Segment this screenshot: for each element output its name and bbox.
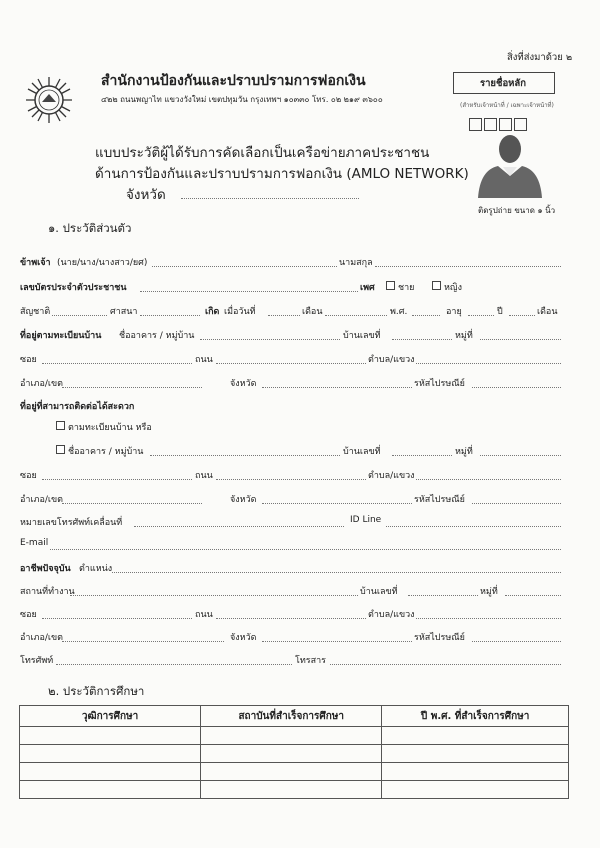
workplace-field[interactable] <box>70 595 358 596</box>
contact-house-no-field[interactable] <box>392 455 452 456</box>
contact-moo-field[interactable] <box>480 455 561 456</box>
table-row <box>20 745 569 763</box>
work-road-label: ถนน <box>195 610 213 620</box>
moo-label: หมู่ที่ <box>455 331 473 341</box>
female-checkbox[interactable] <box>432 281 441 290</box>
work-house-no-field[interactable] <box>408 595 478 596</box>
fax-label: โทรสาร <box>295 656 326 666</box>
postcode-field[interactable] <box>472 387 561 388</box>
degree-cell[interactable] <box>20 727 201 745</box>
year-cell[interactable] <box>382 727 569 745</box>
contact-changwat-label: จังหวัด <box>230 495 257 505</box>
religion-field[interactable] <box>140 315 200 316</box>
birth-month-field[interactable] <box>325 315 387 316</box>
institution-cell[interactable] <box>201 781 382 799</box>
table-header-row <box>20 706 569 727</box>
id-digit-box[interactable] <box>514 118 527 131</box>
degree-cell[interactable] <box>20 763 201 781</box>
name-label: ข้าพเจ้า <box>20 258 51 268</box>
org-name: สำนักงานป้องกันและปราบปรามการฟอกเงิน <box>101 73 366 89</box>
section2-heading: ๒. ประวัติการศึกษา <box>48 684 145 698</box>
nationality-label: สัญชาติ <box>20 307 51 317</box>
id-digit-box[interactable] <box>484 118 497 131</box>
work-soi-field[interactable] <box>42 618 192 619</box>
work-postcode-field[interactable] <box>472 641 561 642</box>
work-amphoe-field[interactable] <box>62 641 224 642</box>
institution-cell[interactable] <box>201 763 382 781</box>
tambon-field[interactable] <box>416 363 561 364</box>
email-field[interactable] <box>50 549 561 550</box>
building-label: ชื่ออาคาร / หมู่บ้าน <box>119 331 195 341</box>
id-digit-box[interactable] <box>499 118 512 131</box>
surname-label: นามสกุล <box>339 258 373 268</box>
registered-address-label: ที่อยู่ตามทะเบียนบ้าน <box>20 331 102 341</box>
amlo-logo <box>24 75 74 125</box>
birth-day-field[interactable] <box>268 315 300 316</box>
id-digit-box[interactable] <box>469 118 482 131</box>
form-title-line1: แบบประวัติผู้ได้รับการคัดเลือกเป็นเครือข่ายภาคประชาชน <box>95 145 430 161</box>
phone-label: โทรศัพท์ <box>20 656 54 666</box>
org-address: ๔๒๒ ถนนพญาไท แขวงวังใหม่ เขตปทุมวัน กรุงเทพฯ ๑๐๓๓๐ โทร. ๐๒ ๒๑๙ ๓๖๐๐ <box>101 95 383 104</box>
birth-year-field[interactable] <box>412 315 440 316</box>
birth-month-label: เดือน <box>302 307 323 317</box>
citizen-id-field[interactable] <box>140 291 358 292</box>
building-field[interactable] <box>200 339 340 340</box>
contact-tambon-label: ตำบล/แขวง <box>368 471 415 481</box>
line-id-field[interactable] <box>386 526 561 527</box>
photo-caption: ติดรูปถ่าย ขนาด ๑ นิ้ว <box>478 206 556 215</box>
degree-cell[interactable] <box>20 781 201 799</box>
age-years-field[interactable] <box>468 315 494 316</box>
house-no-field[interactable] <box>392 339 452 340</box>
name-prefix-label: (นาย/นาง/นางสาว/ยศ) <box>57 258 148 268</box>
contact-changwat-field[interactable] <box>262 503 412 504</box>
main-list-label: รายชื่อหลัก <box>480 78 526 89</box>
mobile-label: หมายเลขโทรศัพท์เคลื่อนที่ <box>20 518 123 528</box>
soi-field[interactable] <box>42 363 192 364</box>
other-address-checkbox[interactable] <box>56 445 65 454</box>
changwat-label: จังหวัด <box>230 379 257 389</box>
col-year-header: ปี พ.ศ. ที่สำเร็จการศึกษา <box>382 706 569 727</box>
moo-field[interactable] <box>480 339 561 340</box>
fax-field[interactable] <box>330 664 561 665</box>
year-cell[interactable] <box>382 763 569 781</box>
age-label: อายุ <box>446 307 462 317</box>
born-date-label: เมื่อวันที่ <box>224 307 256 317</box>
contact-road-field[interactable] <box>216 479 366 480</box>
female-label: หญิง <box>444 283 462 293</box>
occupation-label: อาชีพปัจจุบัน <box>20 564 71 574</box>
year-cell[interactable] <box>382 745 569 763</box>
contact-moo-label: หมู่ที่ <box>455 447 473 457</box>
col-degree-header: วุฒิการศึกษา <box>20 706 201 727</box>
citizen-id-label: เลขบัตรประจำตัวประชาชน <box>20 283 127 293</box>
province-label: จังหวัด <box>126 187 166 203</box>
road-field[interactable] <box>216 363 366 364</box>
work-changwat-field[interactable] <box>262 641 412 642</box>
contact-road-label: ถนน <box>195 471 213 481</box>
photo-placeholder-icon <box>470 132 550 198</box>
col-institution-header: สถาบันที่สำเร็จการศึกษา <box>201 706 382 727</box>
staff-note: (สำหรับเจ้าหน้าที่ / เฉพาะเจ้าหน้าที่) <box>460 102 554 109</box>
contact-postcode-field[interactable] <box>472 503 561 504</box>
work-soi-label: ซอย <box>20 610 37 620</box>
form-title-line2: ด้านการป้องกันและปราบปรามการฟอกเงิน (AMLO NETWORK) <box>95 166 469 182</box>
work-tambon-field[interactable] <box>416 618 561 619</box>
surname-field[interactable] <box>375 266 561 267</box>
nationality-field[interactable] <box>52 315 107 316</box>
year-cell[interactable] <box>382 781 569 799</box>
contact-house-no-label: บ้านเลขที่ <box>343 447 381 457</box>
work-road-field[interactable] <box>216 618 366 619</box>
changwat-field[interactable] <box>262 387 412 388</box>
work-house-no-label: บ้านเลขที่ <box>360 587 398 597</box>
contact-address-label: ที่อยู่ที่สามารถติดต่อได้สะดวก <box>20 402 135 412</box>
contact-amphoe-label: อำเภอ/เขต <box>20 495 63 505</box>
degree-cell[interactable] <box>20 745 201 763</box>
contact-amphoe-field[interactable] <box>62 503 202 504</box>
male-label: ชาย <box>398 283 415 293</box>
work-amphoe-label: อำเภอ/เขต <box>20 633 63 643</box>
mobile-field[interactable] <box>134 526 344 527</box>
main-list-box <box>453 72 555 94</box>
born-label: เกิด <box>205 307 220 317</box>
email-label: E-mail <box>20 538 49 548</box>
phone-field[interactable] <box>56 664 292 665</box>
tambon-label: ตำบล/แขวง <box>368 355 415 365</box>
building2-label: ชื่ออาคาร / หมู่บ้าน <box>68 447 144 457</box>
soi-label: ซอย <box>20 355 37 365</box>
position-label: ตำแหน่ง <box>79 564 113 574</box>
workplace-label: สถานที่ทำงาน <box>20 587 75 597</box>
table-row <box>20 763 569 781</box>
contact-tambon-field[interactable] <box>416 479 561 480</box>
institution-cell[interactable] <box>201 745 382 763</box>
contact-soi-label: ซอย <box>20 471 37 481</box>
work-moo-label: หมู่ที่ <box>480 587 498 597</box>
sex-label: เพศ <box>360 283 375 293</box>
work-changwat-label: จังหวัด <box>230 633 257 643</box>
work-moo-field[interactable] <box>505 595 561 596</box>
same-as-registered-label: ตามทะเบียนบ้าน หรือ <box>68 423 152 433</box>
amphoe-label: อำเภอ/เขต <box>20 379 63 389</box>
male-checkbox[interactable] <box>386 281 395 290</box>
work-postcode-label: รหัสไปรษณีย์ <box>414 633 465 643</box>
same-as-registered-checkbox[interactable] <box>56 421 65 430</box>
section1-heading: ๑. ประวัติส่วนตัว <box>48 221 132 235</box>
attachment-label: สิ่งที่ส่งมาด้วย ๒ <box>507 52 573 63</box>
institution-cell[interactable] <box>201 727 382 745</box>
amphoe-field[interactable] <box>62 387 202 388</box>
religion-label: ศาสนา <box>110 307 138 317</box>
contact-postcode-label: รหัสไปรษณีย์ <box>414 495 465 505</box>
education-table <box>19 705 569 799</box>
occupation-field[interactable] <box>112 572 561 573</box>
birth-year-label: พ.ศ. <box>390 307 408 317</box>
age-months-label: เดือน <box>537 307 558 317</box>
house-no-label: บ้านเลขที่ <box>343 331 381 341</box>
province-field[interactable] <box>181 198 359 199</box>
age-months-field[interactable] <box>509 315 535 316</box>
line-id-label: ID Line <box>350 515 382 525</box>
firstname-field[interactable] <box>152 266 337 267</box>
contact-building-field[interactable] <box>150 455 340 456</box>
contact-soi-field[interactable] <box>42 479 192 480</box>
age-years-label: ปี <box>497 307 503 317</box>
road-label: ถนน <box>195 355 213 365</box>
table-row <box>20 781 569 799</box>
postcode-label: รหัสไปรษณีย์ <box>414 379 465 389</box>
work-tambon-label: ตำบล/แขวง <box>368 610 415 620</box>
table-row <box>20 727 569 745</box>
